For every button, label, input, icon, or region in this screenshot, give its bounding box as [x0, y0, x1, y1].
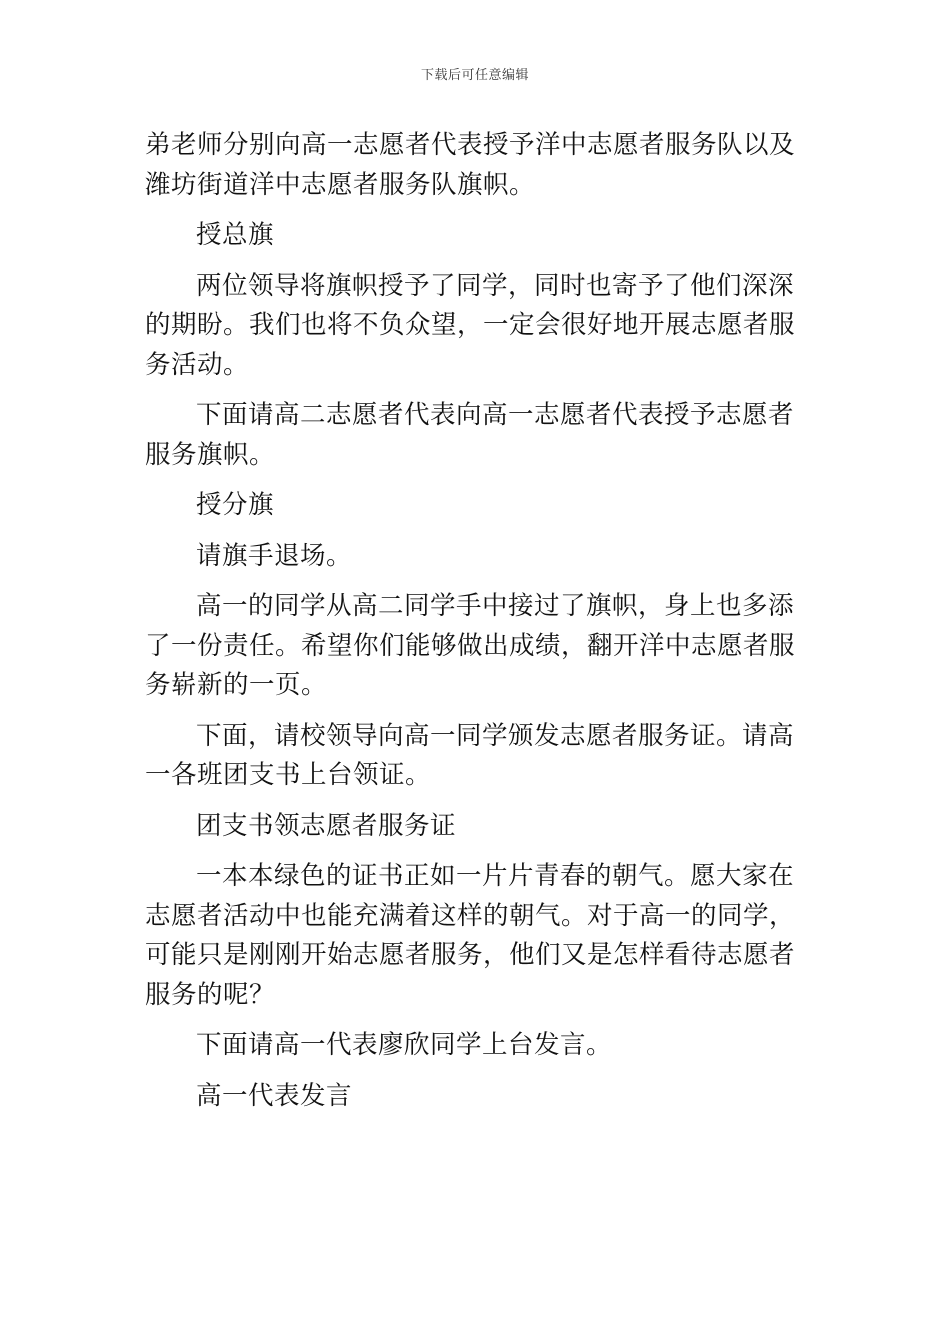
paragraph: 高一的同学从高二同学手中接过了旗帜，身上也多添了一份责任。希望你们能够做出成绩，翻开洋中志愿者服务崭新的一页。: [145, 591, 796, 700]
paragraph-continuation: 弟老师分别向高一志愿者代表授予洋中志愿者服务队以及潍坊街道洋中志愿者服务队旗帜。: [145, 130, 796, 200]
paragraph: 请旗手退场。: [196, 540, 353, 571]
paragraph: 两位领导将旗帜授予了同学，同时也寄予了他们深深的期盼。我们也将不负众望，一定会很好地开展志愿者服务活动。: [145, 270, 796, 380]
paragraph: 一本本绿色的证书正如一片片青春的朝气。愿大家在志愿者活动中也能充满着这样的朝气。对于高一的同学，可能只是刚刚开始志愿者服务，他们又是怎样看待志愿者服务的呢？: [145, 861, 796, 1010]
paragraph-heading: 团支书领志愿者服务证: [196, 810, 457, 841]
paragraph: 下面请高二志愿者代表向高一志愿者代表授予志愿者服务旗帜。: [145, 400, 795, 470]
paragraph-heading: 授总旗: [196, 220, 275, 250]
paragraph-heading: 高一代表发言: [196, 1080, 353, 1111]
document-body: [145, 126, 809, 1127]
paragraph: 下面，请校领导向高一同学颁发志愿者服务证。请高一各班团支书上台领证。: [145, 720, 795, 790]
paragraph-heading: 授分旗: [196, 490, 275, 520]
page-header-note: 下载后可任意编辑: [420, 68, 529, 83]
paragraph: 下面请高一代表廖欣同学上台发言。: [196, 1030, 613, 1060]
